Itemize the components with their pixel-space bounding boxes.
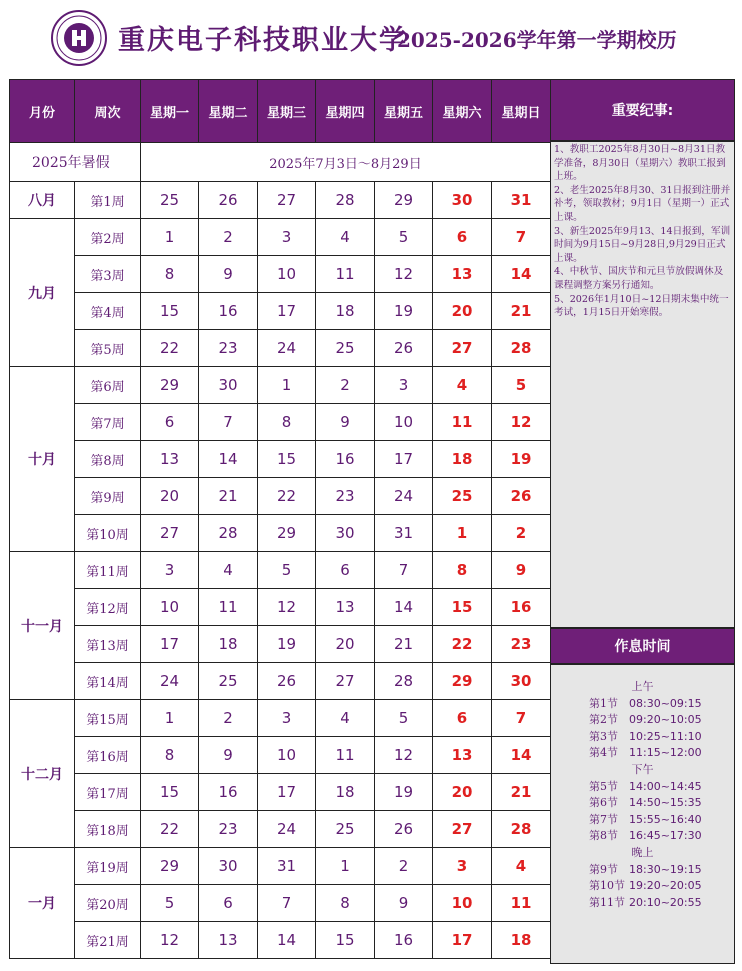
day-cell: 13 — [199, 922, 258, 959]
week-cell: 第14周 — [75, 663, 141, 700]
month-cell: 十一月 — [10, 552, 75, 700]
slot-time: 14:00~14:45 — [629, 779, 702, 793]
slot-time: 10:25~11:10 — [629, 729, 702, 743]
day-cell: 2 — [199, 700, 258, 737]
day-cell: 24 — [375, 478, 433, 515]
column-header: 星期四 — [316, 80, 375, 143]
day-cell: 25 — [141, 182, 199, 219]
vacation-row — [10, 143, 551, 182]
day-cell: 19 — [258, 626, 316, 663]
day-cell: 27 — [433, 811, 492, 848]
note-item: 5、2026年1月10日~12日期末集中统一考试，1月15日开始寒假。 — [554, 293, 729, 319]
schedule-title: 作息时间 — [550, 628, 735, 664]
day-cell: 27 — [316, 663, 375, 700]
slot-time: 09:20~10:05 — [629, 713, 702, 727]
day-cell: 19 — [492, 441, 551, 478]
day-cell: 24 — [141, 663, 199, 700]
week-cell: 第9周 — [75, 478, 141, 515]
day-cell: 7 — [492, 700, 551, 737]
slot-name: 第1节 — [589, 696, 618, 710]
day-cell: 22 — [141, 811, 199, 848]
day-cell: 29 — [375, 182, 433, 219]
day-cell: 3 — [258, 700, 316, 737]
day-cell: 4 — [492, 848, 551, 885]
day-cell: 26 — [199, 182, 258, 219]
day-cell: 21 — [492, 293, 551, 330]
schedule-panel — [550, 664, 735, 964]
week-row — [10, 848, 551, 885]
day-cell: 8 — [141, 737, 199, 774]
day-cell: 6 — [433, 219, 492, 256]
slot-name: 第4节 — [589, 746, 618, 760]
week-cell: 第17周 — [75, 774, 141, 811]
day-cell: 5 — [258, 552, 316, 589]
day-cell: 9 — [199, 737, 258, 774]
day-cell: 26 — [492, 478, 551, 515]
week-row — [10, 441, 551, 478]
slot-name: 第3节 — [589, 729, 618, 743]
week-row — [10, 182, 551, 219]
day-cell: 9 — [316, 404, 375, 441]
school-name: 重庆电子科技职业大学 — [118, 25, 408, 56]
day-cell: 18 — [492, 922, 551, 959]
day-cell: 4 — [316, 700, 375, 737]
day-cell: 26 — [375, 330, 433, 367]
week-row — [10, 293, 551, 330]
day-cell: 23 — [199, 811, 258, 848]
slot-time: 16:45~17:30 — [629, 829, 702, 843]
day-cell: 14 — [199, 441, 258, 478]
slot-time: 19:20~20:05 — [629, 879, 702, 893]
week-row — [10, 219, 551, 256]
day-cell: 14 — [258, 922, 316, 959]
week-cell: 第20周 — [75, 885, 141, 922]
day-cell: 2 — [492, 515, 551, 552]
calendar-title: 2025-2026学年第一学期校历 — [397, 28, 677, 52]
notes-title: 重要纪事: — [550, 79, 735, 141]
day-cell: 7 — [258, 885, 316, 922]
day-cell: 1 — [433, 515, 492, 552]
week-row — [10, 700, 551, 737]
day-cell: 6 — [199, 885, 258, 922]
day-cell: 3 — [433, 848, 492, 885]
day-cell: 1 — [258, 367, 316, 404]
day-cell: 30 — [433, 182, 492, 219]
day-cell: 16 — [316, 441, 375, 478]
month-cell: 十月 — [10, 367, 75, 552]
schedule-period: 上午 — [631, 680, 654, 693]
day-cell: 3 — [375, 367, 433, 404]
week-cell: 第2周 — [75, 219, 141, 256]
day-cell: 25 — [316, 330, 375, 367]
day-cell: 5 — [141, 885, 199, 922]
day-cell: 18 — [316, 293, 375, 330]
schedule-slot — [551, 812, 734, 829]
day-cell: 4 — [433, 367, 492, 404]
week-row — [10, 589, 551, 626]
slot-name: 第2节 — [589, 713, 618, 727]
day-cell: 12 — [375, 737, 433, 774]
day-cell: 10 — [258, 256, 316, 293]
week-row — [10, 404, 551, 441]
week-cell: 第6周 — [75, 367, 141, 404]
day-cell: 13 — [433, 737, 492, 774]
week-cell: 第12周 — [75, 589, 141, 626]
day-cell: 12 — [141, 922, 199, 959]
slot-time: 14:50~15:35 — [629, 796, 702, 810]
day-cell: 24 — [258, 330, 316, 367]
day-cell: 1 — [316, 848, 375, 885]
day-cell: 20 — [141, 478, 199, 515]
slot-time: 20:10~20:55 — [629, 895, 702, 909]
week-cell: 第11周 — [75, 552, 141, 589]
day-cell: 31 — [492, 182, 551, 219]
week-cell: 第21周 — [75, 922, 141, 959]
week-cell: 第19周 — [75, 848, 141, 885]
day-cell: 12 — [375, 256, 433, 293]
day-cell: 8 — [316, 885, 375, 922]
day-cell: 19 — [375, 774, 433, 811]
day-cell: 10 — [375, 404, 433, 441]
day-cell: 1 — [141, 219, 199, 256]
day-cell: 29 — [141, 848, 199, 885]
day-cell: 16 — [199, 774, 258, 811]
week-cell: 第3周 — [75, 256, 141, 293]
day-cell: 7 — [375, 552, 433, 589]
day-cell: 22 — [141, 330, 199, 367]
day-cell: 29 — [141, 367, 199, 404]
week-row — [10, 626, 551, 663]
day-cell: 29 — [433, 663, 492, 700]
month-cell: 十二月 — [10, 700, 75, 848]
day-cell: 8 — [258, 404, 316, 441]
day-cell: 16 — [492, 589, 551, 626]
day-cell: 4 — [199, 552, 258, 589]
week-row — [10, 515, 551, 552]
day-cell: 7 — [199, 404, 258, 441]
day-cell: 30 — [199, 367, 258, 404]
day-cell: 10 — [258, 737, 316, 774]
day-cell: 16 — [199, 293, 258, 330]
schedule-slot — [551, 895, 734, 912]
schedule-slot — [551, 862, 734, 879]
day-cell: 2 — [199, 219, 258, 256]
day-cell: 14 — [375, 589, 433, 626]
week-cell: 第4周 — [75, 293, 141, 330]
day-cell: 28 — [492, 330, 551, 367]
schedule-slot — [551, 712, 734, 729]
month-cell: 一月 — [10, 848, 75, 959]
schedule-slot — [551, 878, 734, 895]
day-cell: 9 — [199, 256, 258, 293]
day-cell: 27 — [433, 330, 492, 367]
day-cell: 16 — [375, 922, 433, 959]
day-cell: 17 — [375, 441, 433, 478]
day-cell: 19 — [375, 293, 433, 330]
day-cell: 22 — [258, 478, 316, 515]
schedule-slot — [551, 795, 734, 812]
week-row — [10, 552, 551, 589]
day-cell: 17 — [258, 293, 316, 330]
day-cell: 30 — [492, 663, 551, 700]
week-cell: 第1周 — [75, 182, 141, 219]
column-header: 星期一 — [141, 80, 199, 143]
day-cell: 27 — [141, 515, 199, 552]
day-cell: 18 — [433, 441, 492, 478]
day-cell: 10 — [141, 589, 199, 626]
day-cell: 9 — [375, 885, 433, 922]
slot-name: 第10节 — [589, 879, 625, 893]
schedule-slot — [551, 729, 734, 746]
day-cell: 11 — [199, 589, 258, 626]
day-cell: 13 — [141, 441, 199, 478]
slot-time: 08:30~09:15 — [629, 696, 702, 710]
column-header: 月份 — [10, 80, 75, 143]
day-cell: 23 — [492, 626, 551, 663]
week-cell: 第10周 — [75, 515, 141, 552]
schedule-slot — [551, 779, 734, 796]
slot-name: 第7节 — [589, 812, 618, 826]
day-cell: 5 — [375, 700, 433, 737]
day-cell: 11 — [316, 737, 375, 774]
column-header: 星期二 — [199, 80, 258, 143]
day-cell: 11 — [492, 885, 551, 922]
week-cell: 第13周 — [75, 626, 141, 663]
week-row — [10, 737, 551, 774]
week-row — [10, 663, 551, 700]
day-cell: 15 — [141, 774, 199, 811]
day-cell: 3 — [258, 219, 316, 256]
slot-name: 第8节 — [589, 829, 618, 843]
week-row — [10, 478, 551, 515]
slot-name: 第5节 — [589, 779, 618, 793]
slot-name: 第9节 — [589, 862, 618, 876]
column-header: 星期三 — [258, 80, 316, 143]
day-cell: 9 — [492, 552, 551, 589]
day-cell: 13 — [316, 589, 375, 626]
day-cell: 20 — [433, 293, 492, 330]
week-row — [10, 774, 551, 811]
day-cell: 20 — [433, 774, 492, 811]
day-cell: 21 — [492, 774, 551, 811]
column-header: 星期日 — [492, 80, 551, 143]
day-cell: 6 — [316, 552, 375, 589]
calendar-table — [9, 79, 551, 959]
day-cell: 12 — [258, 589, 316, 626]
day-cell: 25 — [316, 811, 375, 848]
slot-name: 第6节 — [589, 796, 618, 810]
day-cell: 22 — [433, 626, 492, 663]
month-cell: 八月 — [10, 182, 75, 219]
day-cell: 15 — [258, 441, 316, 478]
day-cell: 11 — [433, 404, 492, 441]
day-cell: 25 — [199, 663, 258, 700]
page-header — [0, 0, 742, 80]
day-cell: 31 — [258, 848, 316, 885]
day-cell: 2 — [316, 367, 375, 404]
day-cell: 14 — [492, 256, 551, 293]
day-cell: 20 — [316, 626, 375, 663]
schedule-slot — [551, 696, 734, 713]
week-row — [10, 256, 551, 293]
note-item: 4、中秋节、国庆节和元旦节放假调休及课程调整方案另行通知。 — [554, 266, 724, 291]
day-cell: 2 — [375, 848, 433, 885]
day-cell: 6 — [141, 404, 199, 441]
day-cell: 31 — [375, 515, 433, 552]
day-cell: 15 — [433, 589, 492, 626]
day-cell: 6 — [433, 700, 492, 737]
day-cell: 28 — [492, 811, 551, 848]
day-cell: 12 — [492, 404, 551, 441]
day-cell: 23 — [316, 478, 375, 515]
week-cell: 第8周 — [75, 441, 141, 478]
day-cell: 1 — [141, 700, 199, 737]
slot-time: 15:55~16:40 — [629, 812, 702, 826]
day-cell: 17 — [258, 774, 316, 811]
column-header: 周次 — [75, 80, 141, 143]
day-cell: 25 — [433, 478, 492, 515]
week-row — [10, 885, 551, 922]
schedule-slot — [551, 745, 734, 762]
week-cell: 第5周 — [75, 330, 141, 367]
day-cell: 17 — [141, 626, 199, 663]
column-header: 星期六 — [433, 80, 492, 143]
week-row — [10, 922, 551, 959]
day-cell: 29 — [258, 515, 316, 552]
day-cell: 28 — [316, 182, 375, 219]
day-cell: 28 — [199, 515, 258, 552]
day-cell: 21 — [199, 478, 258, 515]
day-cell: 21 — [375, 626, 433, 663]
day-cell: 15 — [141, 293, 199, 330]
day-cell: 23 — [199, 330, 258, 367]
week-cell: 第16周 — [75, 737, 141, 774]
slot-time: 18:30~19:15 — [629, 862, 702, 876]
slot-time: 11:15~12:00 — [629, 746, 702, 760]
week-row — [10, 811, 551, 848]
note-item: 1、教职工2025年8月30日~8月31日教学准备，8月30日（星期六）教职工报到上班。 — [554, 144, 726, 183]
day-cell: 18 — [199, 626, 258, 663]
vacation-label: 2025年暑假 — [10, 143, 141, 182]
week-cell: 第15周 — [75, 700, 141, 737]
note-item: 2、老生2025年8月30、31日报到注册并补考，领取教材；9月1日（星期一）正式上课。 — [554, 184, 731, 223]
day-cell: 5 — [375, 219, 433, 256]
day-cell: 30 — [316, 515, 375, 552]
week-row — [10, 367, 551, 404]
day-cell: 15 — [316, 922, 375, 959]
week-row — [10, 330, 551, 367]
week-cell: 第7周 — [75, 404, 141, 441]
day-cell: 27 — [258, 182, 316, 219]
week-cell: 第18周 — [75, 811, 141, 848]
slot-name: 第11节 — [589, 895, 625, 909]
day-cell: 10 — [433, 885, 492, 922]
schedule-slot — [551, 828, 734, 845]
vacation-range: 2025年7月3日～8月29日 — [141, 143, 551, 182]
day-cell: 4 — [316, 219, 375, 256]
day-cell: 8 — [433, 552, 492, 589]
day-cell: 7 — [492, 219, 551, 256]
day-cell: 5 — [492, 367, 551, 404]
day-cell: 14 — [492, 737, 551, 774]
schedule-period: 下午 — [631, 762, 654, 776]
month-cell: 九月 — [10, 219, 75, 367]
day-cell: 18 — [316, 774, 375, 811]
day-cell: 11 — [316, 256, 375, 293]
day-cell: 13 — [433, 256, 492, 293]
day-cell: 26 — [258, 663, 316, 700]
column-header: 星期五 — [375, 80, 433, 143]
day-cell: 24 — [258, 811, 316, 848]
header-row — [10, 80, 551, 143]
day-cell: 30 — [199, 848, 258, 885]
day-cell: 26 — [375, 811, 433, 848]
day-cell: 28 — [375, 663, 433, 700]
school-logo-icon — [51, 10, 107, 66]
day-cell: 8 — [141, 256, 199, 293]
day-cell: 17 — [433, 922, 492, 959]
schedule-period: 晚上 — [631, 845, 654, 859]
note-item: 3、新生2025年9月13、14日报到，军训时间为9月15日~9月28日,9月29日正式上课。 — [554, 225, 731, 264]
notes-panel — [550, 141, 735, 628]
day-cell: 3 — [141, 552, 199, 589]
